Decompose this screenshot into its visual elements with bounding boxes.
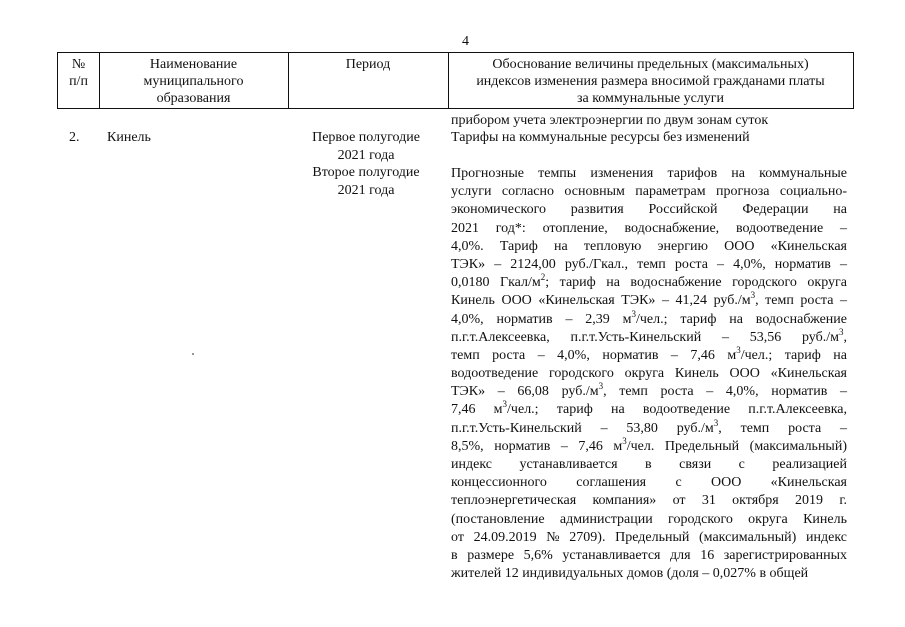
row-municipality: Кинель [107,130,151,145]
justification-line: темп роста – 4,0%, норматив – 7,46 $м^3$/чел.; тариф на [451,344,848,363]
justification-line: 8,5%, норматив – 7,46 $м^3$/чел. Предельный (максимальный) [451,435,847,454]
header-justification [448,56,853,107]
header-number [58,56,99,90]
row-number: 2. [69,130,80,145]
justification-line: 4,0%, норматив – 2,39 $м^3$/чел.; тариф на водоснабжение [451,308,847,327]
justification-line: п.г.т.Усть-Кинельский – 53,80 $руб./м^3$, темп роста – [451,417,847,436]
justification-line: 0,0180 Гкал/$м^2$; тариф на водоснабжение городского округа [451,272,847,291]
header-number-line: п/п [69,74,88,89]
header-municipality [99,56,288,107]
period-line: 2021 года [337,148,395,164]
justification-line: (постановление администрации городского округа Кинель [451,511,847,527]
row-period-2 [302,164,430,200]
period-line: Первое полугодие [312,130,420,145]
period-line: 2021 года [337,183,395,199]
justification-line: услуги согласно основным параметрам прогноза социально- [451,184,847,200]
header-period [288,56,448,73]
scan-dot [192,353,194,355]
justification-line: ТЭК» – 66,08 $руб./м^3$, темп роста – 4,0%, норматив – [451,381,847,400]
justification-line: экономического развития Российской Федерации на [451,202,847,218]
row-period-1 [302,129,430,165]
header-justification-line: индексов изменения размера вносимой гражданами платы [476,74,825,89]
justification-line: теплоэнергетическая компания» от 31 октября 2019 г. [451,493,847,509]
justification-line: 7,46 $м^3$/чел.; тариф на водоотведение п.г.т.Алексеевка, [451,399,848,418]
justification-line: Кинель ООО «Кинельская ТЭК» – 41,24 $руб./м^3$, темп роста – [451,290,847,309]
continuation-line: прибором учета электроэнергии по двум зонам суток [451,113,769,128]
justification-line: п.г.т.Алексеевка, п.г.т.Усть-Кинельский – 53,56 $руб./м^3$, [451,326,847,345]
justification-line: ТЭК» – 2124,00 руб./Гкал., темп роста – 4,0%, норматив – [451,256,847,272]
header-number-line: № [71,57,86,72]
justification-line: 2021 год*: отопление, водоснабжение, водоотведение – [451,220,847,236]
header-justification-line: Обоснование величины предельных (максимальных) [492,57,809,72]
header-period-line: Период [345,57,391,72]
page-number: 4 [462,34,469,49]
justification-line: жителей 12 индивидуальных домов (доля – 0,027% в общей [451,566,809,582]
justification-line: 4,0%. Тариф на тепловую энергию ООО «Кинельская [451,238,847,254]
justification-line: в размере 5,6% устанавливается для 16 зарегистрированных [451,547,847,563]
header-municipality-line: Наименование [149,57,238,72]
justification-line: концессионного соглашения с ООО «Кинельская [451,475,847,491]
header-municipality-line: образования [156,91,231,106]
header-municipality-line: муниципального [143,74,244,89]
header-justification-line: за коммунальные услуги [576,91,725,106]
justification-line: Прогнозные темпы изменения тарифов на коммунальные [451,166,847,181]
row-justification-2 [451,165,847,583]
row-justification-1: Тарифы на коммунальные ресурсы без изменений [451,130,750,145]
justification-line: водоотведение городского округа Кинель ООО «Кинельская [451,366,847,382]
justification-line: индекс устанавливается в связи с реализацией [451,457,847,472]
table-header [57,52,854,109]
justification-line: от 24.09.2019 № 2709). Предельный (максимальный) индекс [451,529,847,545]
period-line: Второе полугодие [312,165,420,180]
